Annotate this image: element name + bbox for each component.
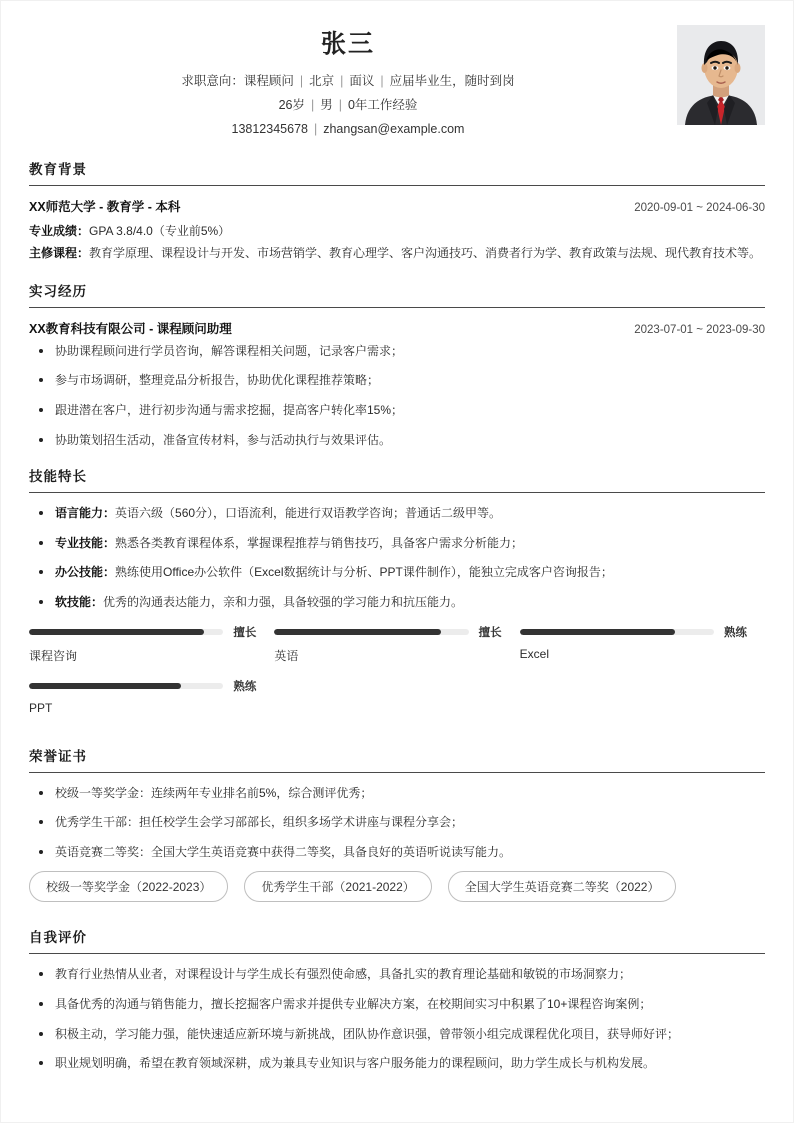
avatar xyxy=(677,25,765,125)
section-title-self-evaluation: 自我评价 xyxy=(29,930,87,946)
skill-label: 办公技能： xyxy=(55,565,116,580)
skill-level-label: 熟练 xyxy=(723,626,747,639)
list-item: 教育行业热情从业者，对课程设计与学生成长有强烈使命感，具备扎实的教育理论基础和敏锐的市场洞察力； xyxy=(29,965,765,984)
job-intent-line xyxy=(29,70,667,94)
honor-tag[interactable]: 全国大学生英语竞赛二等奖（2022） xyxy=(448,871,677,902)
skill-bar-row xyxy=(274,624,501,640)
separator-icon: | xyxy=(338,98,342,112)
section-title-education: 教育背景 xyxy=(29,161,87,177)
section-divider xyxy=(29,772,765,773)
skill-progress-track xyxy=(274,629,468,635)
section-title-honors: 荣誉证书 xyxy=(29,748,87,764)
education-entry xyxy=(29,197,765,264)
list-item: 协助课程顾问进行学员咨询，解答课程相关问题，记录客户需求； xyxy=(29,342,765,361)
honor-tag[interactable]: 优秀学生干部（2021-2022） xyxy=(244,871,431,902)
header-main xyxy=(29,23,677,142)
list-item xyxy=(29,593,765,612)
section-divider xyxy=(29,307,765,308)
skill-progress-fill xyxy=(29,629,204,635)
education-gpa-value: GPA 3.8/4.0（专业前5%） xyxy=(89,223,231,238)
resume-header xyxy=(29,23,765,142)
list-item: 英语竞赛二等奖：全国大学生英语竞赛中获得二等奖，具备良好的英语听说读写能力。 xyxy=(29,843,765,862)
skill-bar-item xyxy=(29,624,274,664)
personal-info-line xyxy=(29,94,667,118)
education-gpa-label: 专业成绩： xyxy=(29,223,90,238)
skill-bar-item xyxy=(520,624,765,664)
education-entry-head xyxy=(29,197,765,215)
education-gpa xyxy=(29,220,765,242)
list-item xyxy=(29,504,765,523)
job-intent-availability: 应届毕业生，随时到岗 xyxy=(389,74,515,89)
skill-progress-track xyxy=(520,629,714,635)
skill-label: 软技能： xyxy=(55,595,104,610)
separator-icon: | xyxy=(313,121,318,136)
section-title-internship: 实习经历 xyxy=(29,283,87,299)
personal-experience: 0年工作经验 xyxy=(347,98,418,112)
skill-bar-row xyxy=(520,624,747,640)
section-internship xyxy=(29,280,765,449)
internship-bullet-list xyxy=(29,342,765,449)
section-self-evaluation xyxy=(29,926,765,1072)
section-divider xyxy=(29,185,765,186)
section-divider xyxy=(29,953,765,954)
skill-text: 熟练使用Office办公软件（Excel数据统计与分析、PPT课件制作），能独立完成客户咨询报告； xyxy=(115,565,613,580)
skill-bar-row xyxy=(29,678,256,694)
job-intent-position: 课程顾问 xyxy=(243,74,294,89)
job-intent-city: 北京 xyxy=(309,74,335,89)
skill-name-label: Excel xyxy=(519,646,549,661)
list-item: 校级一等奖学金：连续两年专业排名前5%，综合测评优秀； xyxy=(29,784,765,803)
skill-text: 熟悉各类教育课程体系，掌握课程推荐与销售技巧，具备客户需求分析能力； xyxy=(115,535,524,550)
list-item: 协助策划招生活动，准备宣传材料，参与活动执行与效果评估。 xyxy=(29,431,765,450)
separator-icon: | xyxy=(340,74,344,89)
honor-tag-group xyxy=(29,871,765,910)
list-item xyxy=(29,534,765,553)
education-school: XX师范大学 - 教育学 - 本科 xyxy=(29,199,181,214)
skill-label: 语言能力： xyxy=(55,506,116,521)
separator-icon: | xyxy=(380,74,384,89)
skill-name-label: 英语 xyxy=(274,648,299,663)
skills-bullet-list xyxy=(29,504,765,611)
skill-bar-item xyxy=(274,624,519,664)
skill-text: 优秀的沟通表达能力，亲和力强，具备较强的学习能力和抗压能力。 xyxy=(103,595,464,610)
page-title: 张三 xyxy=(320,30,375,58)
section-education xyxy=(29,158,765,264)
honors-bullet-list xyxy=(29,784,765,862)
list-item: 具备优秀的沟通与销售能力，擅长挖掘客户需求并提供专业解决方案，在校期间实习中积累了10+课程咨询案例； xyxy=(29,995,765,1014)
skill-bar-group xyxy=(29,624,765,729)
skill-name-label: 课程咨询 xyxy=(29,648,78,663)
list-item: 职业规划明确，希望在教育领域深耕，成为兼具专业知识与客户服务能力的课程顾问，助力学生成长与机构发展。 xyxy=(29,1054,765,1073)
internship-date: 2023-07-01 ~ 2023-09-30 xyxy=(634,323,765,336)
internship-entry xyxy=(29,319,765,449)
skill-level-label: 熟练 xyxy=(233,680,257,693)
skill-progress-fill xyxy=(520,629,675,635)
contact-phone[interactable]: 13812345678 xyxy=(231,121,308,136)
section-skills xyxy=(29,465,765,728)
internship-company: XX教育科技有限公司 - 课程顾问助理 xyxy=(29,321,232,336)
avatar-portrait-icon xyxy=(677,25,765,125)
skill-level-label: 擅长 xyxy=(478,626,502,639)
skill-bar-row xyxy=(29,624,256,640)
education-courses-label: 主修课程： xyxy=(29,245,90,260)
skill-progress-fill xyxy=(29,683,181,689)
education-courses-value: 教育学原理、课程设计与开发、市场营销学、教育心理学、客户沟通技巧、消费者行为学、教育政策与法规、现代教育技术等。 xyxy=(89,245,762,260)
skill-label: 专业技能： xyxy=(55,535,116,550)
resume-content xyxy=(1,1,793,1073)
personal-gender: 男 xyxy=(320,98,333,112)
contact-email[interactable]: zhangsan@example.com xyxy=(323,121,465,136)
education-courses xyxy=(29,242,765,264)
honor-tag[interactable]: 校级一等奖学金（2022-2023） xyxy=(29,871,228,902)
list-item: 跟进潜在客户，进行初步沟通与需求挖掘，提高客户转化率15%； xyxy=(29,401,765,420)
section-title-skills: 技能特长 xyxy=(29,469,87,485)
skill-name-label: PPT xyxy=(29,700,53,715)
list-item: 参与市场调研，整理竞品分析报告，协助优化课程推荐策略； xyxy=(29,371,765,390)
skill-progress-fill xyxy=(274,629,441,635)
section-divider xyxy=(29,492,765,493)
internship-entry-head xyxy=(29,319,765,337)
contact-info-line xyxy=(29,118,667,142)
section-honors xyxy=(29,745,765,911)
skill-text: 英语六级（560分），口语流利，能进行双语教学咨询；普通话二级甲等。 xyxy=(115,506,502,521)
list-item: 积极主动，学习能力强，能快速适应新环境与新挑战，团队协作意识强，曾带领小组完成课程优化项目，获导师好评； xyxy=(29,1025,765,1044)
skill-progress-track xyxy=(29,629,223,635)
list-item xyxy=(29,563,765,582)
separator-icon: | xyxy=(310,98,315,112)
separator-icon: | xyxy=(299,74,304,89)
list-item: 优秀学生干部：担任校学生会学习部部长，组织多场学术讲座与课程分享会； xyxy=(29,813,765,832)
job-intent-label: 求职意向： xyxy=(181,74,244,89)
education-date: 2020-09-01 ~ 2024-06-30 xyxy=(634,201,765,214)
job-intent-salary: 面议 xyxy=(349,74,375,89)
skill-progress-track xyxy=(29,683,223,689)
skill-bar-item xyxy=(29,678,274,715)
skill-level-label: 擅长 xyxy=(233,626,257,639)
self-evaluation-bullet-list xyxy=(29,965,765,1072)
personal-age: 26岁 xyxy=(278,98,305,112)
